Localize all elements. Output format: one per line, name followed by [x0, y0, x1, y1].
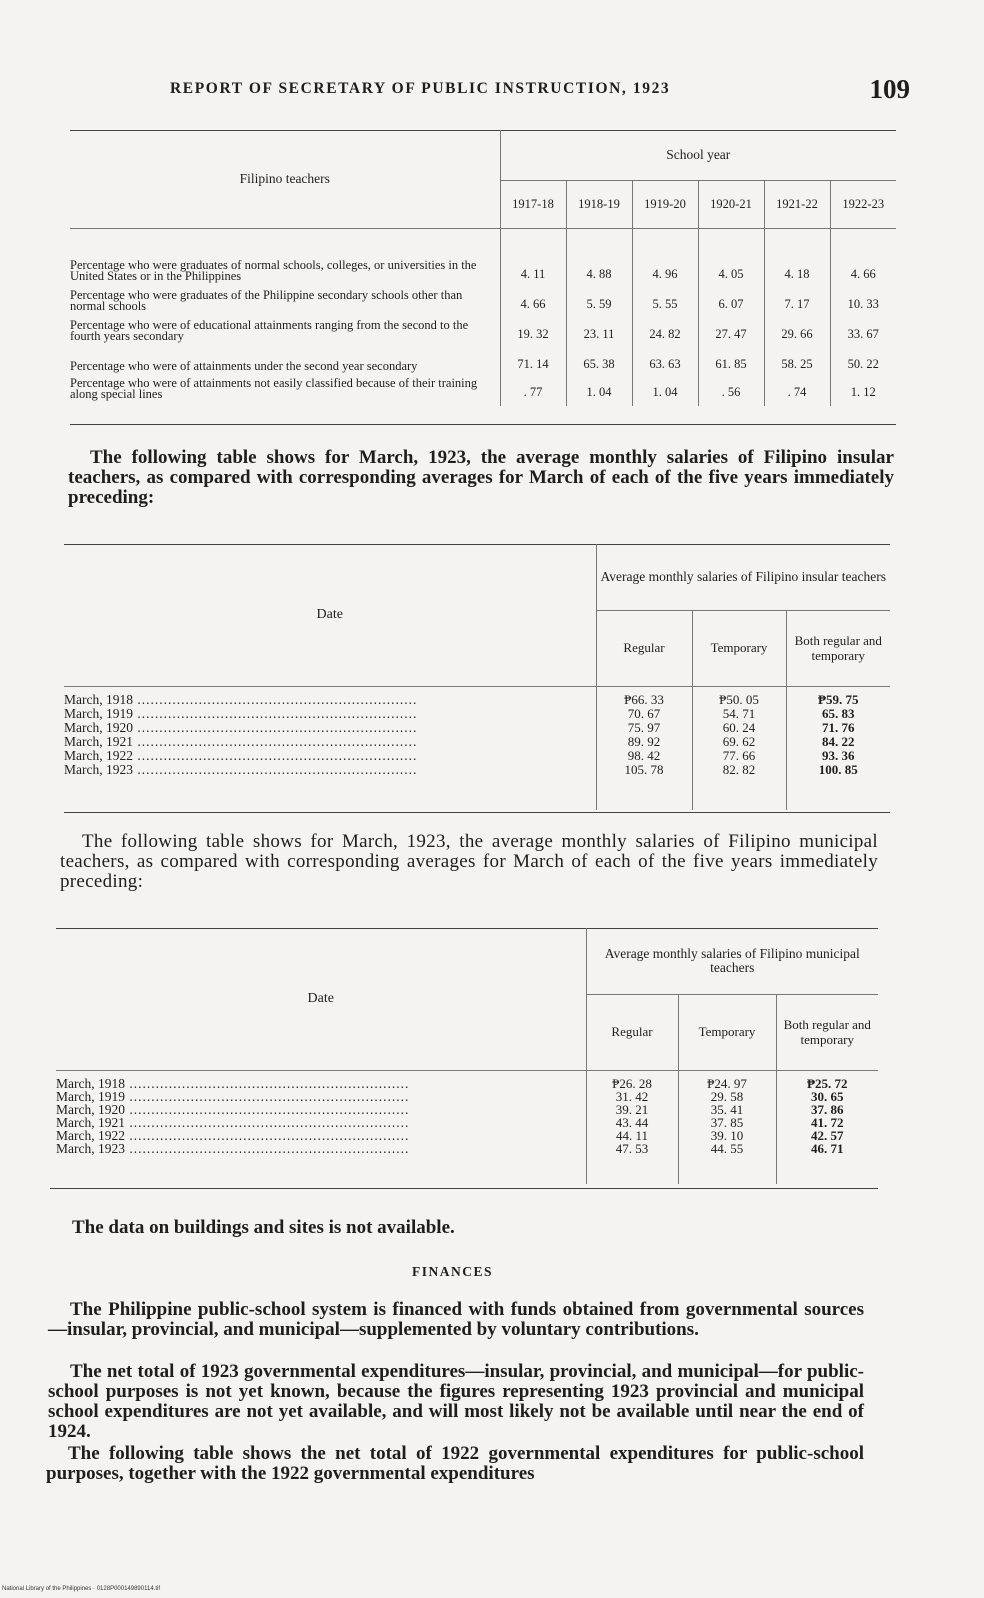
section-heading: FINANCES [412, 1264, 494, 1279]
cell: 39. 10 [710, 1127, 744, 1143]
date-label: March, 1923 ..... [64, 763, 596, 777]
cell: 4. 11 [500, 228, 566, 282]
cell: 29. 66 [764, 312, 830, 342]
cell: 43. 44 [615, 1114, 649, 1130]
cell: 50. 22 [830, 342, 896, 372]
cell: 35. 41 [710, 1101, 744, 1117]
buildings-note: The data on buildings and sites is not available. [72, 1217, 455, 1238]
group-header: Average monthly salaries of Filipino municipal teachers [586, 928, 878, 994]
row-header: Filipino teachers [70, 130, 500, 228]
table3-bottom-rule [50, 1188, 878, 1189]
table-row [70, 312, 896, 342]
col-regular: Regular [586, 994, 678, 1070]
cell: ₱59. 75 [818, 691, 859, 707]
cell: 30. 65 [811, 1088, 844, 1104]
cell: 7. 17 [764, 282, 830, 312]
year-header: 1919-20 [632, 180, 698, 228]
both-column [776, 1070, 878, 1184]
cell: 77. 66 [722, 747, 756, 763]
cell: 75. 97 [627, 719, 661, 735]
row-label: Percentage who were graduates of normal schools, colleges, or universities in the United States or in the Philippines [70, 258, 477, 283]
paragraph-insular-intro [68, 448, 894, 508]
cell: 23. 11 [566, 312, 632, 342]
both-column [786, 686, 890, 810]
date-label: March, 1921 ..... [64, 735, 596, 749]
cell: 47. 53 [615, 1140, 649, 1156]
cell: . 56 [698, 372, 764, 406]
col-both: Both regular and temporary [776, 994, 878, 1070]
cell: 5. 55 [632, 282, 698, 312]
col-both: Both regular and temporary [786, 610, 890, 686]
cell: 24. 82 [632, 312, 698, 342]
paragraph-expenditures [48, 1362, 864, 1442]
cell: 39. 21 [615, 1101, 649, 1117]
cell: ₱66. 33 [624, 691, 664, 707]
cell: 61. 85 [698, 342, 764, 372]
date-label: March, 1918 ..... [56, 1077, 586, 1090]
cell: . 74 [764, 372, 830, 406]
cell: 65. 38 [566, 342, 632, 372]
cell: 44. 11 [615, 1127, 649, 1143]
cell: 105. 78 [624, 761, 664, 777]
school-year-header: School year [500, 130, 896, 180]
cell: 71. 14 [500, 342, 566, 372]
cell: 98. 42 [627, 747, 661, 763]
regular-column [596, 686, 692, 810]
table2-bottom-rule [64, 812, 890, 813]
table-row [70, 282, 896, 312]
cell: 100. 85 [818, 761, 858, 777]
date-label: March, 1922 ..... [56, 1129, 586, 1142]
cell: 84. 22 [822, 733, 855, 749]
paragraph-text: The following table shows for March, 1923, the average monthly salaries of Filipino municipal teachers, as compared with corresponding averages for March of each of the five years immediately preceding: [60, 831, 878, 892]
cell: 41. 72 [811, 1114, 844, 1130]
cell: 31. 42 [615, 1088, 649, 1104]
cell: 1. 04 [632, 372, 698, 406]
cell: 1. 04 [566, 372, 632, 406]
cell: ₱24. 97 [707, 1075, 747, 1091]
paragraph-text: The Philippine public-school system is financed with funds obtained from governmental sources—insular, provincial, and municipal—supplemented by voluntary contributions. [48, 1299, 864, 1340]
cell: 82. 82 [722, 761, 756, 777]
paragraph-text: The following table shows the net total of 1922 governmental expenditures for public-school purposes, together with the 1922 governmental expenditures [46, 1443, 864, 1484]
row-label: Percentage who were of educational attainments ranging from the second to the fourth years secondary [70, 318, 469, 343]
table-row [70, 342, 896, 372]
cell: 33. 67 [830, 312, 896, 342]
cell: 44. 55 [710, 1140, 744, 1156]
cell: 65. 83 [822, 705, 855, 721]
paragraph-financing [48, 1300, 864, 1340]
cell: 69. 62 [722, 733, 756, 749]
table-row [70, 228, 896, 282]
cell: 6. 07 [698, 282, 764, 312]
cell: 4. 66 [500, 282, 566, 312]
date-header: Date [64, 544, 596, 686]
cell: 5. 59 [566, 282, 632, 312]
cell: 42. 57 [811, 1127, 844, 1143]
cell: 46. 71 [811, 1140, 844, 1156]
cell: 19. 32 [500, 312, 566, 342]
cell: 1. 12 [830, 372, 896, 406]
cell: 89. 92 [627, 733, 661, 749]
date-label: March, 1921 ..... [56, 1116, 586, 1129]
scan-footer-stamp: National Library of the Philippines · 0128P000149890114.tif [2, 1586, 160, 1592]
col-temporary: Temporary [692, 610, 786, 686]
date-label: March, 1919 ..... [56, 1090, 586, 1103]
cell: 4. 88 [566, 228, 632, 282]
header-title: REPORT OF SECRETARY OF PUBLIC INSTRUCTION, 1923 [170, 80, 671, 97]
cell: 4. 96 [632, 228, 698, 282]
date-label: March, 1919 ..... [64, 707, 596, 721]
year-header: 1922-23 [830, 180, 896, 228]
page-number: 109 [869, 74, 910, 104]
cell: 37. 86 [811, 1101, 844, 1117]
cell: 29. 58 [710, 1088, 744, 1104]
date-label: March, 1920 ..... [64, 721, 596, 735]
date-column [56, 1070, 586, 1184]
year-header: 1917-18 [500, 180, 566, 228]
cell: 63. 63 [632, 342, 698, 372]
paragraph-text: The following table shows for March, 1923, the average monthly salaries of Filipino insular teachers, as compared with corresponding averages for March of each of the five years immediately preceding: [68, 447, 894, 508]
cell: 4. 18 [764, 228, 830, 282]
cell: 10. 33 [830, 282, 896, 312]
date-header: Date [56, 928, 586, 1070]
regular-column [586, 1070, 678, 1184]
cell: ₱25. 72 [807, 1075, 848, 1091]
row-label: Percentage who were graduates of the Philippine secondary schools other than normal schools [70, 288, 463, 313]
paragraph-municipal-intro [60, 832, 878, 892]
paragraph-following-table [46, 1444, 864, 1484]
row-label: Percentage who were of attainments under the second year secondary [70, 359, 418, 373]
running-header [170, 76, 910, 106]
cell: ₱50. 05 [719, 691, 759, 707]
temporary-column [692, 686, 786, 810]
municipal-salaries-table [56, 928, 878, 1184]
date-label: March, 1920 ..... [56, 1103, 586, 1116]
date-label: March, 1923 ..... [56, 1142, 586, 1155]
cell: 4. 66 [830, 228, 896, 282]
table1-bottom-rule [70, 424, 896, 425]
year-header: 1920-21 [698, 180, 764, 228]
filipino-teachers-table [70, 130, 896, 406]
cell: 70. 67 [627, 705, 661, 721]
table-row [70, 372, 896, 406]
paragraph-text: The net total of 1923 governmental expenditures—insular, provincial, and municipal—for public-school purposes is not yet known, because the figures representing 1923 provincial and municipal school expenditures are not yet available, and will most likely not be available until near the end of 1924. [48, 1361, 864, 1442]
group-header: Average monthly salaries of Filipino insular teachers [596, 544, 890, 610]
col-temporary: Temporary [678, 994, 776, 1070]
year-header: 1918-19 [566, 180, 632, 228]
cell: ₱26. 28 [612, 1075, 652, 1091]
cell: 4. 05 [698, 228, 764, 282]
cell: 27. 47 [698, 312, 764, 342]
year-header: 1921-22 [764, 180, 830, 228]
col-regular: Regular [596, 610, 692, 686]
cell: 37. 85 [710, 1114, 744, 1130]
insular-salaries-table [64, 544, 890, 810]
date-column [64, 686, 596, 810]
cell: . 77 [500, 372, 566, 406]
cell: 58. 25 [764, 342, 830, 372]
cell: 71. 76 [822, 719, 855, 735]
cell: 60. 24 [722, 719, 756, 735]
date-label: March, 1918 ..... [64, 693, 596, 707]
date-label: March, 1922 ..... [64, 749, 596, 763]
cell: 93. 36 [822, 747, 855, 763]
cell: 54. 71 [722, 705, 756, 721]
row-label: Percentage who were of attainments not easily classified because of their training along special lines [70, 376, 478, 401]
temporary-column [678, 1070, 776, 1184]
